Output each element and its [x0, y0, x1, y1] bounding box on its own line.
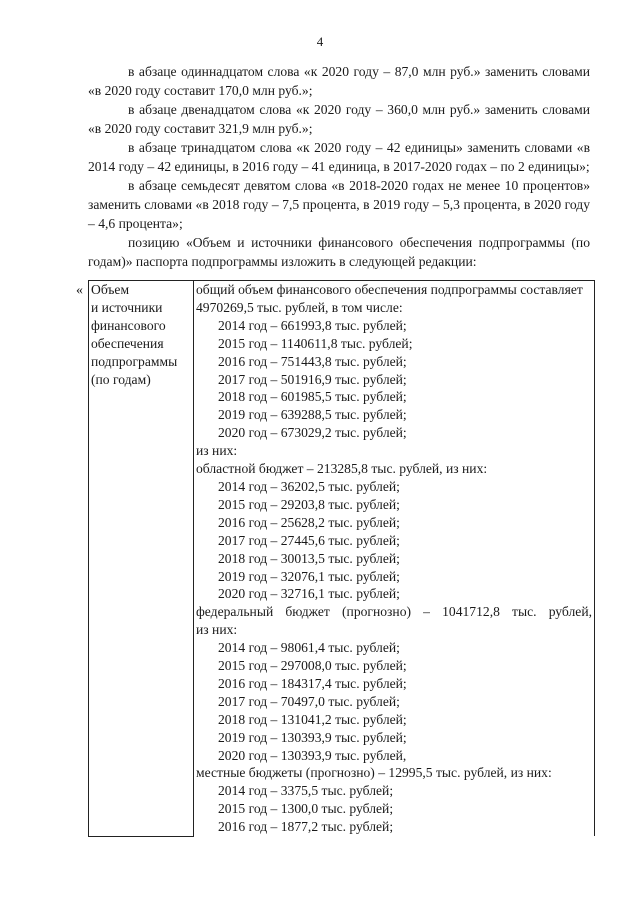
total-year-line: 2018 год – 601985,5 тыс. рублей; [218, 389, 407, 405]
position-label-line: обеспечения [91, 335, 164, 351]
total-year-line: 2019 год – 639288,5 тыс. рублей; [218, 407, 407, 423]
federal-heading-word: тыс. [512, 604, 537, 620]
position-label-line: и источники [91, 299, 163, 315]
federal-budget-heading [196, 603, 592, 621]
amendment-text [88, 62, 590, 271]
position-label-line: (по годам) [91, 371, 151, 387]
federal-year-line: 2018 год – 131041,2 тыс. рублей; [218, 711, 407, 727]
amendment-paragraph: в абзаце семьдесят девятом слова «в 2018-2020 годах не менее 10 процентов» заменить словами «в 2018 году – 7,5 процента, в 2019 году – 5,3 процента, в 2020 году – 4,6 процента»; [88, 178, 590, 231]
total-year-line: 2016 год – 751443,8 тыс. рублей; [218, 353, 407, 369]
regional-year-line: 2015 год – 29203,8 тыс. рублей; [218, 496, 400, 512]
federal-year-line: 2016 год – 184317,4 тыс. рублей; [218, 675, 407, 691]
regional-year-line: 2019 год – 32076,1 тыс. рублей; [218, 568, 400, 584]
local-budget-heading: местные бюджеты (прогнозно) – 12995,5 тыс. рублей, из них: [196, 765, 552, 781]
federal-heading-word: (прогнозно) [342, 604, 412, 620]
regional-year-line: 2020 год – 32716,1 тыс. рублей; [218, 586, 400, 602]
opening-quote-mark: « [76, 283, 83, 298]
of-them-line: из них: [196, 443, 238, 459]
federal-year-line: 2014 год – 98061,4 тыс. рублей; [218, 640, 400, 656]
position-label-line: Объем [91, 282, 130, 297]
amendment-paragraph: в абзаце тринадцатом слова «к 2020 году – 42 единицы» заменить словами «в 2014 году – 42 единицы, в 2016 году – 41 единица, в 2017-2020 годах – по 2 единицы»; [88, 140, 590, 174]
position-label-line: финансового [91, 317, 166, 333]
federal-heading-word: федеральный [196, 604, 274, 620]
amendment-paragraph: в абзаце двенадцатом слова «к 2020 году – 360,0 млн руб.» заменить словами «в 2020 году составит 321,9 млн руб.»; [88, 102, 590, 136]
position-label-cell [89, 281, 194, 837]
local-year-line: 2015 год – 1300,0 тыс. рублей; [218, 801, 394, 817]
federal-year-line: 2020 год – 130393,9 тыс. рублей, [218, 747, 407, 763]
federal-year-line: 2015 год – 297008,0 тыс. рублей; [218, 658, 407, 674]
regional-year-line: 2017 год – 27445,6 тыс. рублей; [218, 532, 400, 548]
federal-of-them-line: из них: [196, 622, 238, 638]
federal-year-line: 2017 год – 70497,0 тыс. рублей; [218, 693, 400, 709]
regional-budget-heading: областной бюджет – 213285,8 тыс. рублей, из них: [196, 461, 488, 477]
total-year-line: 2020 год – 673029,2 тыс. рублей; [218, 425, 407, 441]
federal-heading-word: бюджет [285, 604, 330, 620]
total-year-line: 2014 год – 661993,8 тыс. рублей; [218, 317, 407, 333]
amendment-paragraph: в абзаце одиннадцатом слова «к 2020 году – 87,0 млн руб.» заменить словами «в 2020 году составит 170,0 млн руб.»; [88, 64, 590, 98]
federal-heading-word: рублей, [548, 604, 592, 620]
funding-table [88, 280, 595, 837]
federal-heading-word: – [423, 604, 430, 620]
funding-description-cell [194, 281, 595, 837]
position-label-line: подпрограммы [91, 353, 178, 369]
federal-year-line: 2019 год – 130393,9 тыс. рублей; [218, 729, 407, 745]
page-number: 4 [316, 34, 324, 49]
federal-heading-word: 1041712,8 [442, 604, 500, 620]
total-funding-line: общий объем финансового обеспечения подпрограммы составляет [196, 282, 583, 297]
regional-year-line: 2018 год – 30013,5 тыс. рублей; [218, 550, 400, 566]
amendment-paragraph: позицию «Объем и источники финансового обеспечения подпрограммы (по годам)» паспорта подпрограммы изложить в следующей редакции: [88, 235, 590, 269]
regional-year-line: 2014 год – 36202,5 тыс. рублей; [218, 478, 400, 494]
local-year-line: 2014 год – 3375,5 тыс. рублей; [218, 783, 394, 799]
local-year-line: 2016 год – 1877,2 тыс. рублей; [218, 819, 394, 835]
total-funding-line: 4970269,5 тыс. рублей, в том числе: [196, 299, 403, 315]
total-year-line: 2017 год – 501916,9 тыс. рублей; [218, 371, 407, 387]
total-year-line: 2015 год – 1140611,8 тыс. рублей; [218, 335, 413, 351]
regional-year-line: 2016 год – 25628,2 тыс. рублей; [218, 514, 400, 530]
